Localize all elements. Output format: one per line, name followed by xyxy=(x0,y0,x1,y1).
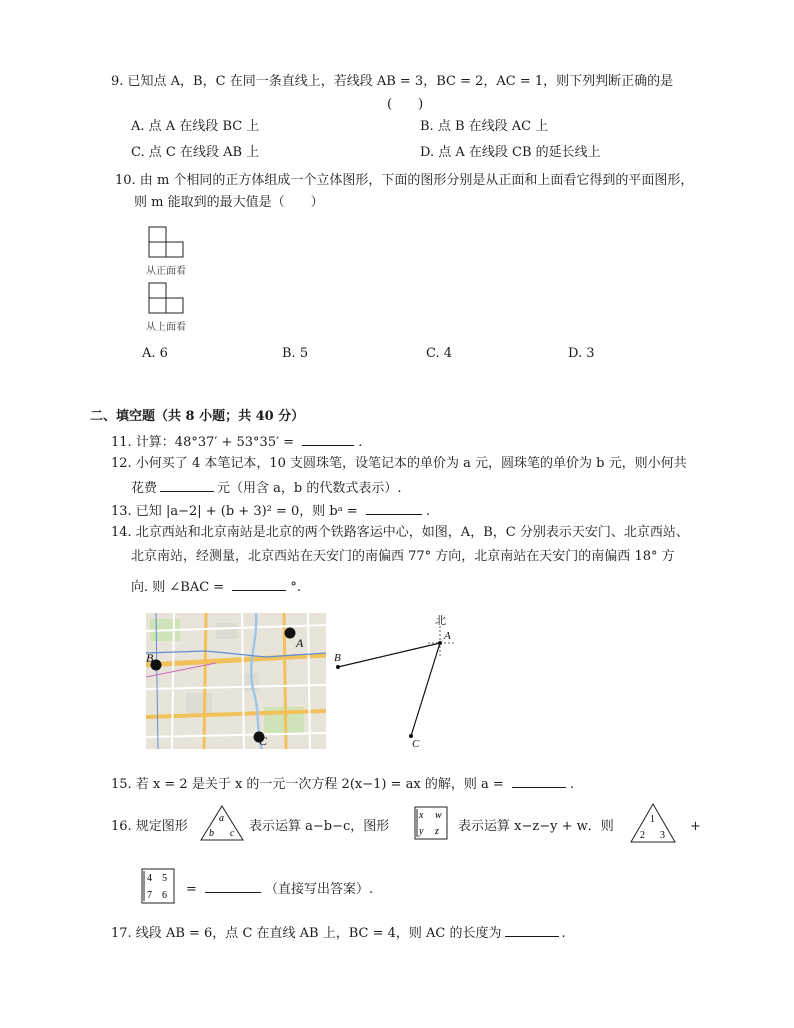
q9-option-c: C. 点 C 在线段 AB 上 xyxy=(131,145,260,160)
map-label-b: B xyxy=(146,651,154,665)
sq-val-bl: 7 xyxy=(147,890,152,901)
q10-option-b: B. 5 xyxy=(282,346,309,361)
square-operator-definition xyxy=(414,806,448,840)
q14-stem-line2: 北京南站，经测量，北京西站在天安门的南偏西 77° 方向，北京南站在天安门的南偏西 18° 方 xyxy=(131,549,675,564)
q11-period: . xyxy=(358,435,363,450)
q13-stem: 13. 已知 |a−2| + (b + 3)² = 0，则 bᵃ = xyxy=(111,504,358,519)
beijing-map-image xyxy=(146,613,326,749)
sq-val-tl: 4 xyxy=(147,873,152,884)
q14-blank[interactable] xyxy=(232,578,286,591)
q16-pre: 16. 规定图形 xyxy=(111,819,188,834)
q15-blank[interactable] xyxy=(512,775,566,788)
q15-period: . xyxy=(569,777,575,792)
q12-stem-line1: 12. 小何买了 4 本笔记本，10 支圆珠笔，设笔记本的单价为 a 元，圆珠笔的单价为 b 元，则小何共 xyxy=(111,456,687,471)
q14-line3 xyxy=(131,578,301,596)
q17-blank[interactable] xyxy=(505,924,559,937)
north-label: 北 xyxy=(435,615,446,627)
q11-stem: 11. 计算：48°37′ + 53°35′ = xyxy=(111,435,295,450)
diagram-label-a: A xyxy=(444,630,451,642)
q9-option-d: D. 点 A 在线段 CB 的延长线上 xyxy=(420,145,601,160)
diagram-label-c: C xyxy=(412,738,420,750)
q10-option-a: A. 6 xyxy=(142,346,168,361)
sq-def-tl: x xyxy=(419,810,424,821)
front-view-caption: 从正面看 xyxy=(146,266,186,277)
q9-option-b: B. 点 B 在线段 AC 上 xyxy=(420,119,549,134)
top-view-caption: 从上面看 xyxy=(146,322,186,333)
tri-val-right: 3 xyxy=(660,830,665,841)
q10-option-d: D. 3 xyxy=(568,346,595,361)
square-operator-values xyxy=(141,868,175,904)
map-label-c: C xyxy=(259,734,268,748)
map-label-a: A xyxy=(296,636,304,650)
sq-def-br: z xyxy=(435,826,439,837)
q16-blank[interactable] xyxy=(205,880,261,893)
tri-def-left: b xyxy=(209,828,214,839)
sq-def-bl: y xyxy=(419,826,424,837)
q15-line xyxy=(111,775,574,793)
q17-stem: 17. 线段 AB = 6，点 C 在直线 AB 上，BC = 4，则 AC 的长度为 xyxy=(111,926,502,941)
q12-blank[interactable] xyxy=(160,479,214,492)
front-view-figure xyxy=(148,226,184,260)
q10-option-c: C. 4 xyxy=(426,346,453,361)
q14-pre: 向. 则 ∠BAC = xyxy=(131,580,225,595)
sq-val-br: 6 xyxy=(162,890,167,901)
q11-line xyxy=(111,433,362,451)
q9-stem: 9. 已知点 A，B，C 在同一条直线上，若线段 AB = 3，BC = 2，AC = 1，则下列判断正确的是 xyxy=(111,74,674,89)
tri-def-right: c xyxy=(230,828,235,839)
q9-answer-paren: ( ) xyxy=(387,97,424,112)
tri-def-top: a xyxy=(219,813,224,824)
q11-blank[interactable] xyxy=(302,433,354,446)
q17-line xyxy=(111,924,566,942)
q16-post: （直接写出答案）. xyxy=(265,882,374,897)
q13-line xyxy=(111,502,430,520)
triangle-operator-values xyxy=(630,803,676,843)
tri-val-top: 1 xyxy=(650,814,655,825)
direction-diagram xyxy=(330,612,465,752)
q14-post: °. xyxy=(290,580,301,595)
q9-option-a: A. 点 A 在线段 BC 上 xyxy=(131,119,260,134)
triangle-operator-definition xyxy=(200,805,244,841)
q12-pre: 花费 xyxy=(131,481,158,496)
q10-stem-line1: 10. 由 m 个相同的正方体组成一个立体图形，下面的图形分别是从正面和上面看它得到的平面图形， xyxy=(115,173,694,188)
diagram-label-b: B xyxy=(334,652,341,664)
q17-period: . xyxy=(561,926,566,941)
top-view-figure xyxy=(148,282,184,316)
q14-stem-line1: 14. 北京西站和北京南站是北京的两个铁路客运中心，如图，A，B，C 分别表示天安门、北京西站、 xyxy=(111,525,689,540)
tri-val-left: 2 xyxy=(640,830,645,841)
sq-val-tr: 5 xyxy=(162,873,167,884)
q13-period: . xyxy=(425,504,431,519)
q16-result-line xyxy=(186,880,373,898)
sq-def-tr: w xyxy=(435,810,442,821)
q13-blank[interactable] xyxy=(366,502,422,515)
section-heading: 二、填空题（共 8 小题；共 40 分） xyxy=(90,409,305,424)
q12-line2 xyxy=(131,479,402,497)
q16-mid2: 表示运算 x−z−y + w．则 xyxy=(458,819,614,834)
q16-equals: = xyxy=(186,882,197,897)
q16-plus: + xyxy=(690,819,701,834)
q12-post: 元（用含 a，b 的代数式表示）. xyxy=(217,481,402,496)
q10-stem-line2: 则 m 能取到的最大值是（ ） xyxy=(134,195,324,210)
q16-mid1: 表示运算 a−b−c，图形 xyxy=(249,819,390,834)
q15-stem: 15. 若 x = 2 是关于 x 的一元一次方程 2(x−1) = ax 的解，则 a = xyxy=(111,777,504,792)
